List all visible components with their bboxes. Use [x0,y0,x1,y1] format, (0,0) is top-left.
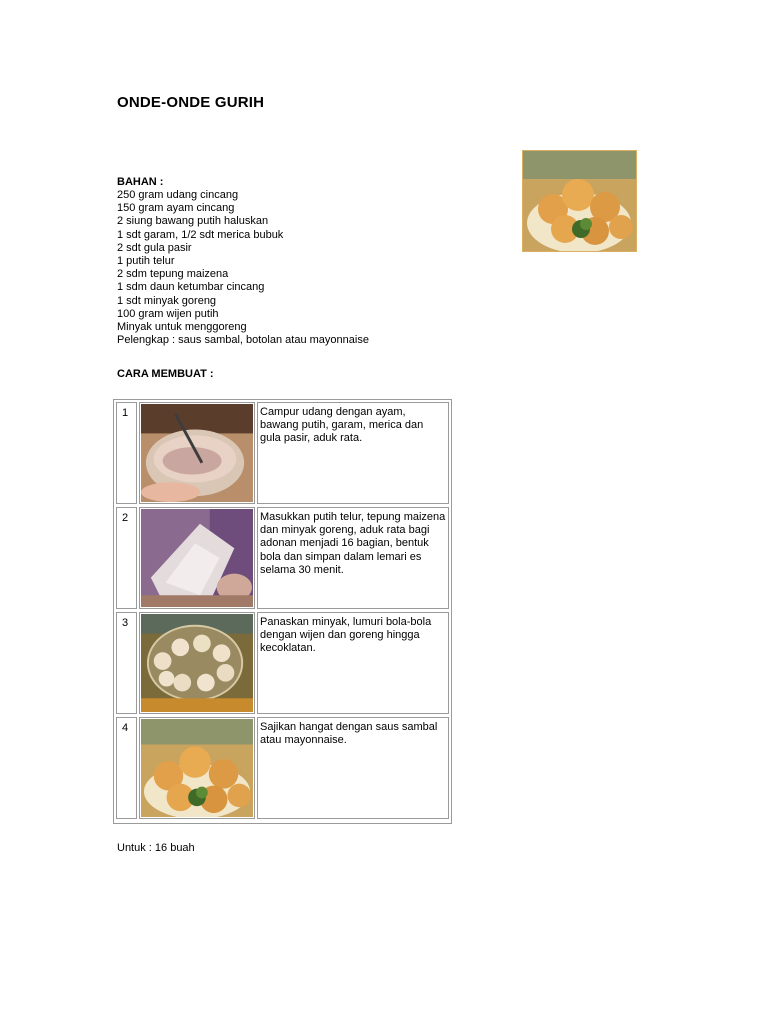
step-number: 1 [122,407,129,419]
method-heading: CARA MEMBUAT : [117,368,214,380]
dish-photo [522,150,637,252]
ingredient-item: 2 sdm tepung maizena [117,268,229,281]
steps-table [113,399,452,824]
mixing-bowl-photo [139,402,255,504]
step-row [116,402,449,504]
ingredient-item: 1 putih telur [117,255,175,268]
shaping-dough-photo [139,507,255,609]
ingredient-item: 250 gram udang cincang [117,189,239,201]
ingredient-item: 100 gram wijen putih [117,307,219,320]
step-text: Sajikan hangat dengan saus sambal atau mayonnaise. [260,721,438,747]
step-row [116,612,449,714]
step-number: 3 [122,617,129,629]
ingredient-item: 2 siung bawang putih haluskan [117,215,269,228]
step-text: Campur udang dengan ayam, bawang putih, garam, merica dan gula pasir, aduk rata. [260,406,424,445]
step-row [116,717,449,819]
ingredient-item: Minyak untuk menggoreng [117,321,247,334]
ingredient-item: 1 sdm daun ketumbar cincang [117,281,265,294]
ingredients-list [117,189,369,347]
ingredient-item: Pelengkap : saus sambal, botolan atau mayonnaise [117,334,369,347]
served-dish-photo [139,717,255,819]
yield-note: Untuk : 16 buah [117,842,195,854]
step-text: Panaskan minyak, lumuri bola-bola dengan wijen dan goreng hingga kecoklatan. [260,616,432,655]
step-text: Masukkan putih telur, tepung maizena dan minyak goreng, aduk rata bagi adonan menjadi 16 bagian, bentuk bola dan simpan dalam lemari es selama 30 menit. [260,511,446,576]
ingredient-item: 1 sdt garam, 1/2 sdt merica bubuk [117,228,284,241]
step-number: 4 [122,722,129,734]
recipe-title: ONDE-ONDE GURIH [117,94,265,111]
ingredient-item: 2 sdt gula pasir [117,241,192,254]
ingredients-heading: BAHAN : [117,176,164,188]
step-row [116,507,449,609]
frying-basket-photo [139,612,255,714]
step-number: 2 [122,512,129,524]
ingredient-item: 150 gram ayam cincang [117,202,235,215]
ingredient-item: 1 sdt minyak goreng [117,294,217,307]
